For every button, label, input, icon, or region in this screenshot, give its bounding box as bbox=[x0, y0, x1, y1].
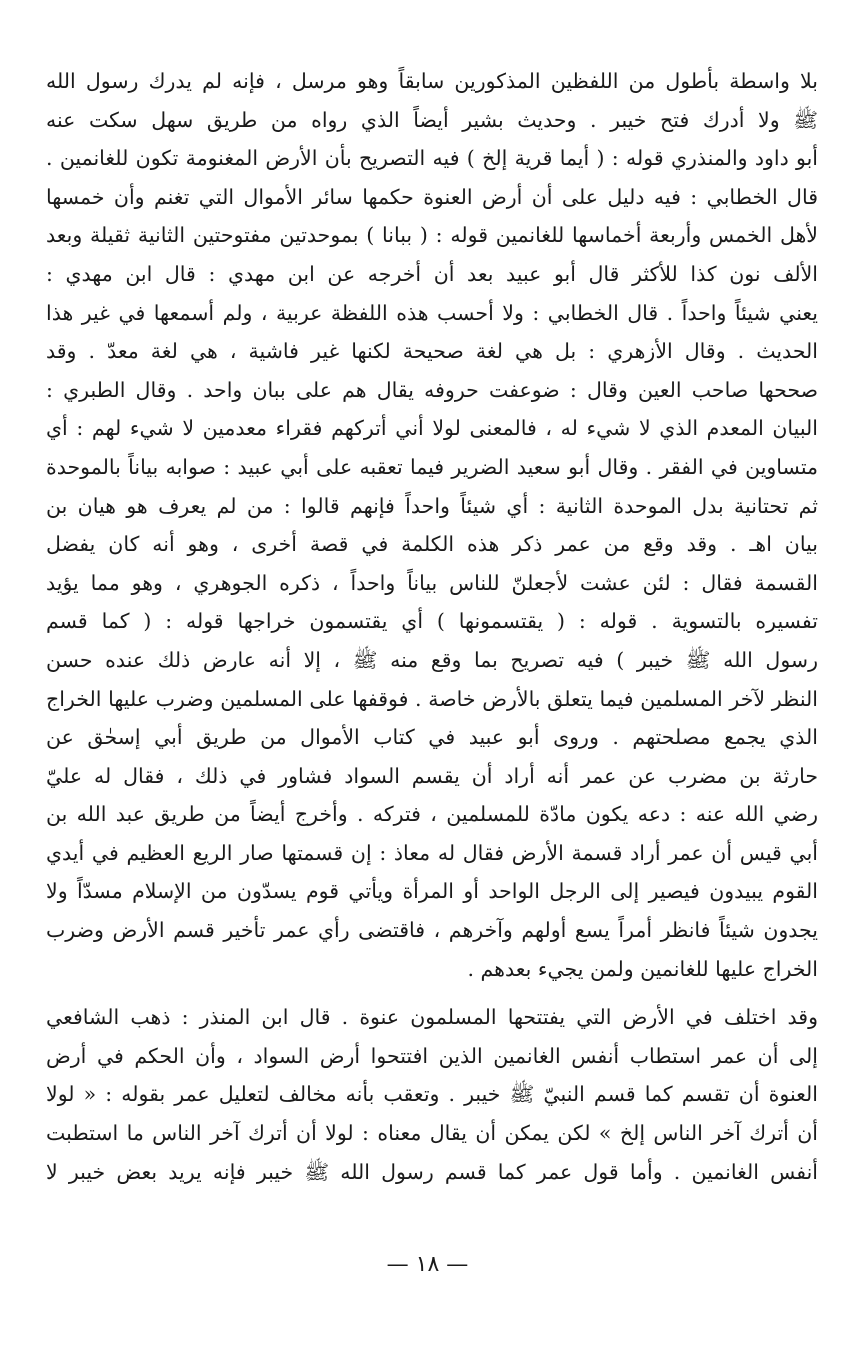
paragraph-1 bbox=[46, 62, 818, 988]
text-line: البيان المعدم الذي لا شيء له ، فالمعنى لولا أني أتركهم فقراء معدمين لا شيء لهم : أي bbox=[46, 416, 818, 441]
text-line: القسمة فقال : لئن عشت لأجعلنّ للناس بياناً واحداً ، ذكره الجوهري ، وهو مما يؤيد bbox=[46, 570, 818, 595]
text-line: ثم تحتانية بدل الموحدة الثانية : أي شيئاً واحداً فإنهم قالوا : من لم يعرف هو هيان بن bbox=[46, 493, 818, 518]
text-line: أن أترك آخر الناس إلخ » لكن يمكن أن يقال معناه : لولا أن أترك آخر الناس ما استطبت bbox=[46, 1121, 818, 1146]
text-line: ﷺ ولا أدرك فتح خيبر . وحديث بشير أيضاً الذي رواه من طريق سهل سكت عنه bbox=[46, 107, 818, 132]
text-line: أنفس الغانمين . وأما قول عمر كما قسم رسول الله ﷺ خيبر فإنه يريد بعض خيبر لا bbox=[46, 1159, 818, 1184]
text-line: أبو داود والمنذري قوله : ( أيما قرية إلخ ) فيه التصريح بأن الأرض المغنومة تكون للغانمين . bbox=[46, 146, 818, 171]
page-body bbox=[46, 62, 818, 1191]
text-line: يجدون شيئاً فانظر أمراً يسع أولهم وآخرهم ، فاقتضى رأي عمر تأخير قسم الأرض وضرب bbox=[46, 918, 818, 943]
paragraph-2 bbox=[46, 998, 818, 1191]
text-line: قال الخطابي : فيه دليل على أن أرض العنوة حكمها سائر الأموال التي تغنم وأن خمسها bbox=[46, 184, 818, 209]
text-line: لأهل الخمس وأربعة أخماسها للغانمين قوله : ( ببانا ) بموحدتين مفتوحتين الثانية ثقيلة وبعد bbox=[46, 223, 818, 248]
page-number: — ١٨ — bbox=[386, 1252, 469, 1277]
text-line: صححها صاحب العين وقال : ضوعفت حروفه يقال هم على ببان واحد . وقال الطبري : bbox=[46, 377, 818, 402]
text-line: حارثة بن مضرب عن عمر أنه أراد أن يقسم السواد فشاور في ذلك ، فقال له عليّ bbox=[46, 763, 818, 788]
text-line: رضي الله عنه : دعه يكون مادّة للمسلمين ، فتركه . وأخرج أيضاً من طريق عبد الله بن bbox=[46, 802, 818, 827]
text-line: يعني شيئاً واحداً . قال الخطابي : ولا أحسب هذه اللفظة عربية ، ولم أسمعها في غير هذا bbox=[46, 300, 818, 325]
text-line: بيان اهـ . وقد وقع من عمر ذكر هذه الكلمة في قصة أخرى ، وهو أنه كان يفضل bbox=[46, 532, 818, 557]
text-line: الخراج عليها للغانمين ولمن يجيء بعدهم . bbox=[467, 956, 818, 981]
text-line: تفسيره بالتسوية . قوله : ( يقتسمونها ) أي يقتسمون خراجها قوله : ( كما قسم bbox=[46, 609, 818, 634]
text-line: بلا واسطة بأطول من اللفظين المذكورين سابقاً وهو مرسل ، فإنه لم يدرك رسول الله bbox=[46, 69, 818, 93]
text-line: القوم يبيدون فيصير إلى الرجل الواحد أو المرأة ويأتي قوم يسدّون من الإسلام مسدّاً ولا bbox=[46, 879, 818, 904]
text-line: العنوة أن تقسم كما قسم النبيّ ﷺ خيبر . وتعقب بأنه مخالف لتعليل عمر بقوله : « لولا bbox=[46, 1082, 818, 1107]
text-line: الذي يجمع مصلحتهم . وروى أبو عبيد في كتاب الأموال من طريق أبي إسحٰق عن bbox=[46, 725, 818, 750]
text-line: وقد اختلف في الأرض التي يفتتحها المسلمون عنوة . قال ابن المنذر : ذهب الشافعي bbox=[46, 1005, 818, 1030]
text-line: النظر لآخر المسلمين فيما يتعلق بالأرض خاصة . فوقفها على المسلمين وضرب عليها الخراج bbox=[46, 686, 818, 711]
text-line: أبي قيس أن عمر أراد قسمة الأرض فقال له معاذ : إن قسمتها صار الريع العظيم في أيدي bbox=[46, 840, 818, 865]
text-line: إلى أن عمر استطاب أنفس الغانمين الذين افتتحوا أرض السواد ، وأن الحكم في أرض bbox=[46, 1043, 818, 1068]
text-line: متساوين في الفقر . وقال أبو سعيد الضرير فيما تعقبه على أبي عبيد : صوابه بياناً بالموحدة bbox=[46, 454, 818, 479]
text-line: الحديث . وقال الأزهري : بل هي لغة صحيحة لكنها غير فاشية ، هي لغة معدّ . وقد bbox=[46, 339, 818, 364]
text-line: رسول الله ﷺ خيبر ) فيه تصريح بما وقع منه ﷺ ، إلا أنه عارض ذلك عنده حسن bbox=[46, 647, 818, 672]
text-line: الألف نون كذا للأكثر قال أبو عبيد بعد أن أخرجه عن ابن مهدي : قال ابن مهدي : bbox=[46, 261, 818, 286]
